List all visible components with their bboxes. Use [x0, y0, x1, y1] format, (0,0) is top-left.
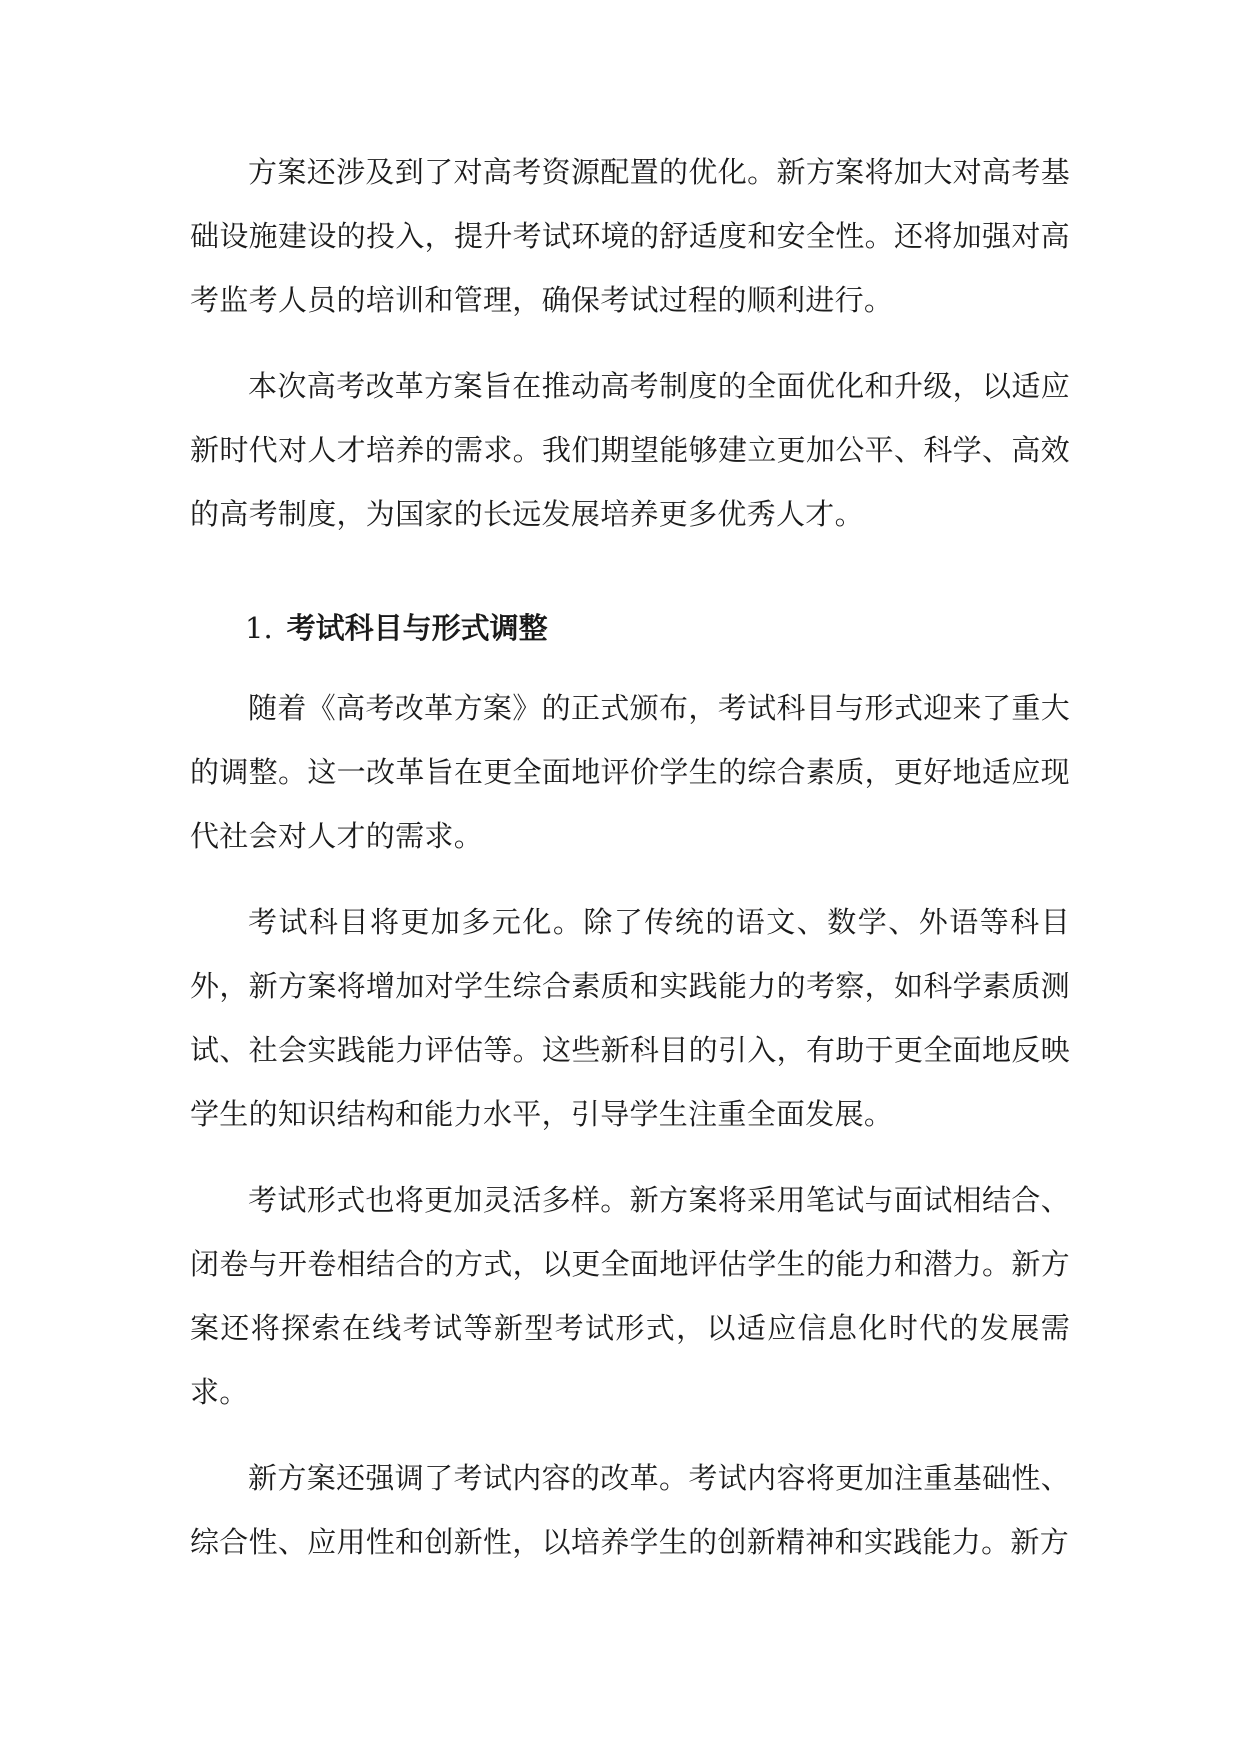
paragraph: 新方案还强调了考试内容的改革。考试内容将更加注重基础性、综合性、应用性和创新性，以培养学生的创新精神和实践能力。新方: [190, 1461, 1070, 1559]
section-heading: [190, 604, 1070, 652]
paragraph: 考试形式也将更加灵活多样。新方案将采用笔试与面试相结合、闭卷与开卷相结合的方式，以更全面地评估学生的能力和潜力。新方案还将探索在线考试等新型考试形式，以适应信息化时代的发展需求。: [190, 1183, 1070, 1409]
paragraph: 方案还涉及到了对高考资源配置的优化。新方案将加大对高考基础设施建设的投入，提升考试环境的舒适度和安全性。还将加强对高考监考人员的培训和管理，确保考试过程的顺利进行。: [190, 155, 1070, 317]
paragraph: 随着《高考改革方案》的正式颁布，考试科目与形式迎来了重大的调整。这一改革旨在更全面地评价学生的综合素质，更好地适应现代社会对人才的需求。: [190, 691, 1070, 853]
paragraph: 考试科目将更加多元化。除了传统的语文、数学、外语等科目外，新方案将增加对学生综合素质和实践能力的考察，如科学素质测试、社会实践能力评估等。这些新科目的引入，有助于更全面地反映学生的知识结构和能力水平，引导学生注重全面发展。: [190, 905, 1070, 1131]
document-body: [190, 140, 1070, 1596]
section-number: 1.: [245, 611, 273, 645]
section-title: 考试科目与形式调整: [286, 611, 548, 645]
paragraph: 本次高考改革方案旨在推动高考制度的全面优化和升级，以适应新时代对人才培养的需求。我们期望能够建立更加公平、科学、高效的高考制度，为国家的长远发展培养更多优秀人才。: [190, 369, 1070, 531]
